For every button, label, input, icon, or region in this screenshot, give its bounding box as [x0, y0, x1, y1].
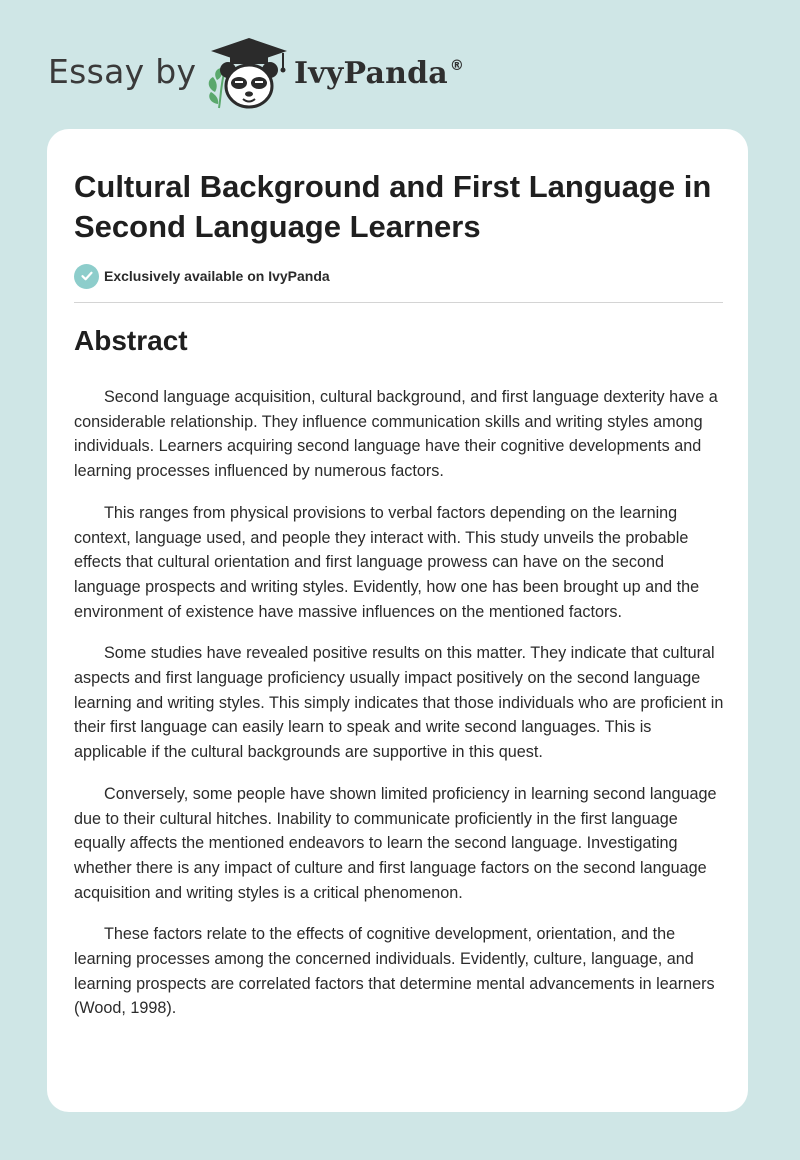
essay-title: Cultural Background and First Language in Second Language Learners	[74, 169, 712, 244]
title-divider	[74, 302, 723, 303]
brand-name-text: IvyPanda	[294, 56, 448, 91]
essay-by-label: Essay by	[48, 52, 197, 91]
paragraph: Conversely, some people have shown limited proficiency in learning second language due to their cultural hitches. Inability to communicate proficiently in the first language equally affects the mentioned endeavors to learn the second language. Investigating whether there is any impact of culture and first language factors on the second language acquisition and writing styles is a critical phenomenon.	[74, 784, 717, 902]
panda-graduate-icon[interactable]	[203, 34, 295, 112]
exclusive-badge-text: Exclusively available on IvyPanda	[104, 268, 330, 284]
abstract-heading: Abstract	[74, 325, 188, 356]
essay-card	[47, 129, 748, 1112]
abstract-body	[74, 385, 724, 1038]
exclusive-badge	[74, 263, 330, 289]
brand-name[interactable]	[294, 56, 464, 91]
paragraph: Second language acquisition, cultural background, and first language dexterity have a considerable relationship. They influence communication skills and writing styles among individuals. Learners acquiring second language have their cognitive developments and learning processes influenced by numerous factors.	[74, 388, 718, 481]
site-header	[48, 34, 748, 112]
registered-mark: ®	[449, 58, 465, 74]
paragraph: These factors relate to the effects of cognitive development, orientation, and the learning processes among the concerned individuals. Evidently, culture, language, and learning prospects are correlated factors that determine mental advancements in learners (Wood, 1998).	[74, 925, 715, 1018]
check-circle-icon	[74, 264, 99, 289]
paragraph: This ranges from physical provisions to verbal factors depending on the learning context, language used, and people they interact with. This study unveils the probable effects that cultural orientation and first language prowess can have on the second language prospects and writing styles. Evidently, how one has been brought up and the environment of existence have massive influences on the mentioned factors.	[74, 503, 700, 621]
paragraph: Some studies have revealed positive results on this matter. They indicate that cultural aspects and first language proficiency usually impact positively on the second language learning and writing styles. This simply indicates that those individuals who are proficient in their first language can easily learn to speak and write second languages. This is applicable if the cultural backgrounds are supportive in this quest.	[74, 644, 724, 762]
